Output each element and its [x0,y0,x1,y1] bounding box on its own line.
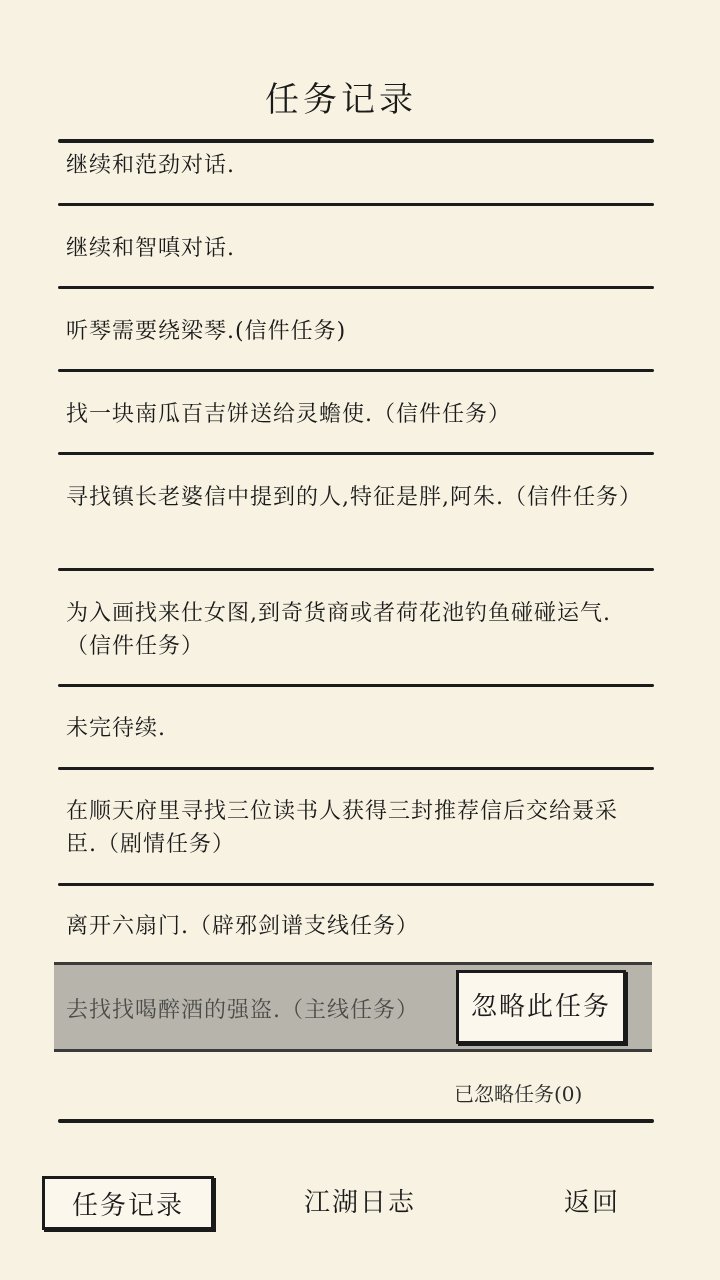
divider [58,139,654,143]
selected-quest-row[interactable] [54,962,652,1052]
back-button[interactable]: 返回 [563,1188,620,1218]
tab-quest-records[interactable]: 任务记录 [42,1176,214,1230]
quest-item[interactable]: 离开六扇门.（辟邪剑谱支线任务） [66,914,419,939]
ignore-quest-button[interactable]: 忽略此任务 [456,970,626,1044]
tab-jianghu-journal[interactable]: 江湖日志 [303,1188,416,1218]
divider [58,286,654,289]
divider [58,568,654,571]
quest-item[interactable]: 寻找镇长老婆信中提到的人,特征是胖,阿朱.（信件任务） [66,485,642,510]
selected-quest-text: 去找找喝醉酒的强盗.（主线任务） [66,998,419,1023]
divider [58,369,654,372]
quest-item[interactable]: 听琴需要绕梁琴.(信件任务) [66,319,347,344]
page-title: 任务记录 [265,80,417,120]
quest-item[interactable]: 为入画找来仕女图,到奇货商或者荷花池钓鱼碰碰运气.（信件任务） [66,601,611,659]
quest-item[interactable]: 找一块南瓜百吉饼送给灵蟾使.（信件任务） [66,402,511,427]
divider [58,767,654,770]
divider [58,684,654,687]
quest-item[interactable]: 在顺天府里寻找三位读书人获得三封推荐信后交给聂采臣.（剧情任务） [66,799,619,857]
quest-item[interactable]: 未完待续. [66,716,166,741]
quest-item[interactable]: 继续和范劲对话. [66,153,235,178]
ignored-quests-link[interactable]: 已忽略任务(0) [454,1082,583,1106]
quest-item[interactable]: 继续和智嗔对话. [66,236,235,261]
divider [58,452,654,455]
divider [58,883,654,886]
divider [58,1119,654,1123]
divider [58,203,654,206]
